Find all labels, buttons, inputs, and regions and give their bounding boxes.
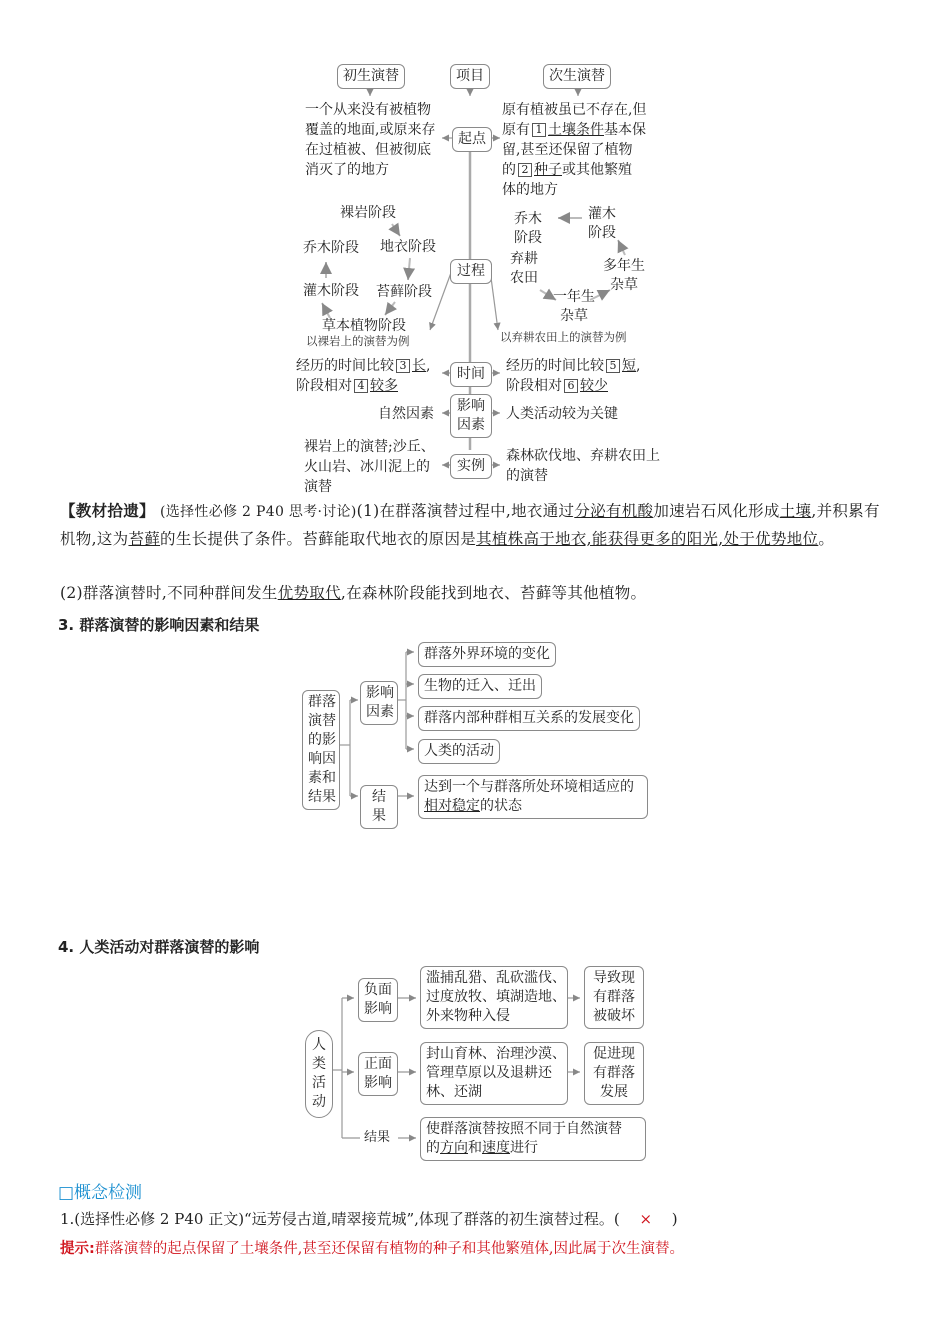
example-primary-text: 裸岩上的演替;沙丘、 火山岩、冰川泥上的 演替: [304, 439, 435, 495]
stage-perennial-weed: 多年生 杂草: [603, 258, 645, 293]
negative-outcome: 导致现 有群落 被破坏: [584, 966, 644, 1029]
start-secondary-text: 原有植被虽已不存在,但 原有 1 土壤条件基本保 留,甚至还保留了植物 的 2 种子或其他繁殖 体的地方: [502, 102, 647, 198]
negative-node: 负面 影响: [358, 978, 398, 1022]
textbook-note-2: (2)群落演替时,不同种群间发生优势取代,在森林阶段能找到地衣、苔藓等其他植物。: [60, 584, 647, 602]
factor-item-1: 群落外界环境的变化: [418, 642, 556, 667]
stage-annual-weed: 一年生 杂草: [553, 289, 595, 324]
section4-title: 4. 人类活动对群落演替的影响: [58, 938, 260, 956]
negative-text: 滥捕乱猎、乱砍滥伐、 过度放牧、填湖造地、 外来物种入侵: [420, 966, 568, 1029]
header-primary: 初生演替: [337, 64, 405, 89]
positive-text: 封山育林、治理沙漠、 管理草原以及退耕还 林、还湖: [420, 1042, 568, 1105]
result-text: 达到一个与群落所处环境相适应的 相对稳定的状态: [418, 775, 648, 819]
factor-primary: 自然因素: [378, 406, 434, 422]
header-secondary: 次生演替: [543, 64, 611, 89]
question-1: 1.(选择性必修 2 P40 正文)“远芳侵古道,晴翠接荒城”,体现了群落的初生演替过程。( × ): [60, 1210, 678, 1228]
label-time: 时间: [450, 362, 492, 387]
human-root: 人 类 活 动: [305, 1030, 333, 1118]
factor-item-3: 群落内部种群相互关系的发展变化: [418, 706, 640, 731]
label-example: 实例: [450, 454, 492, 479]
secondary-note: 以弃耕农田上的演替为例: [500, 330, 627, 344]
human-result-text: 使群落演替按照不同于自然演替 的方向和速度进行: [420, 1117, 646, 1161]
stage-herb: 草本植物阶段: [322, 318, 406, 334]
factors-root: 群落 演替 的影 响因 素和 结果: [302, 690, 340, 810]
stage-shrub: 灌木阶段: [303, 283, 359, 299]
stage-farmland: 弃耕 农田: [510, 251, 538, 286]
stage-bare-rock: 裸岩阶段: [340, 205, 396, 221]
stage-tree: 乔木阶段: [303, 240, 359, 256]
example-secondary-text: 森林砍伐地、弃耕农田上 的演替: [506, 448, 660, 484]
stage-lichen: 地衣阶段: [380, 239, 436, 255]
time-secondary-text: 经历的时间比较 5 短, 阶段相对 6 较少: [506, 358, 641, 394]
label-factors: 影响 因素: [450, 394, 492, 438]
factor-item-2: 生物的迁入、迁出: [418, 674, 542, 699]
label-process: 过程: [450, 259, 492, 284]
stage-secondary-tree: 乔木 阶段: [514, 211, 542, 246]
textbook-ref: (选择性必修 2 P40 思考·讨论): [160, 504, 357, 520]
factor-item-4: 人类的活动: [418, 739, 500, 764]
label-start: 起点: [452, 127, 492, 152]
textbook-note: 【教材拾遗】 (选择性必修 2 P40 思考·讨论)(1)在群落演替过程中,地衣通过分泌有机酸加速岩石风化形成土壤,并积累有机物,这为苔藓的生长提供了条件。苔藓能取代地衣的原因是其植株高于地衣,能获得更多的阳光,处于优势地位。: [60, 502, 880, 548]
header-item: 项目: [450, 64, 490, 89]
human-result-label: 结果: [364, 1130, 391, 1145]
stage-secondary-shrub: 灌木 阶段: [588, 206, 616, 241]
positive-node: 正面 影响: [358, 1052, 398, 1096]
stage-moss: 苔藓阶段: [376, 284, 432, 300]
start-primary-text: 一个从来没有被植物 覆盖的地面,或原来存 在过植被、但被彻底 消灭了的地方: [305, 102, 436, 178]
concept-check-title: □概念检测: [58, 1183, 143, 1203]
factors-node: 影响 因素: [360, 681, 398, 725]
primary-note: 以裸岩上的演替为例: [306, 334, 410, 348]
answer-mark: ×: [639, 1210, 653, 1228]
section3-title: 3. 群落演替的影响因素和结果: [58, 616, 260, 634]
time-primary-text: 经历的时间比较 3 长, 阶段相对 4 较多: [296, 358, 431, 394]
factor-secondary: 人类活动较为关键: [506, 406, 618, 422]
result-node: 结果: [360, 785, 398, 829]
positive-outcome: 促进现 有群落 发展: [584, 1042, 644, 1105]
hint: 提示:群落演替的起点保留了土壤条件,甚至还保留有植物的种子和其他繁殖体,因此属于次生演替。: [60, 1241, 685, 1257]
textbook-tag: 【教材拾遗】: [60, 502, 155, 520]
